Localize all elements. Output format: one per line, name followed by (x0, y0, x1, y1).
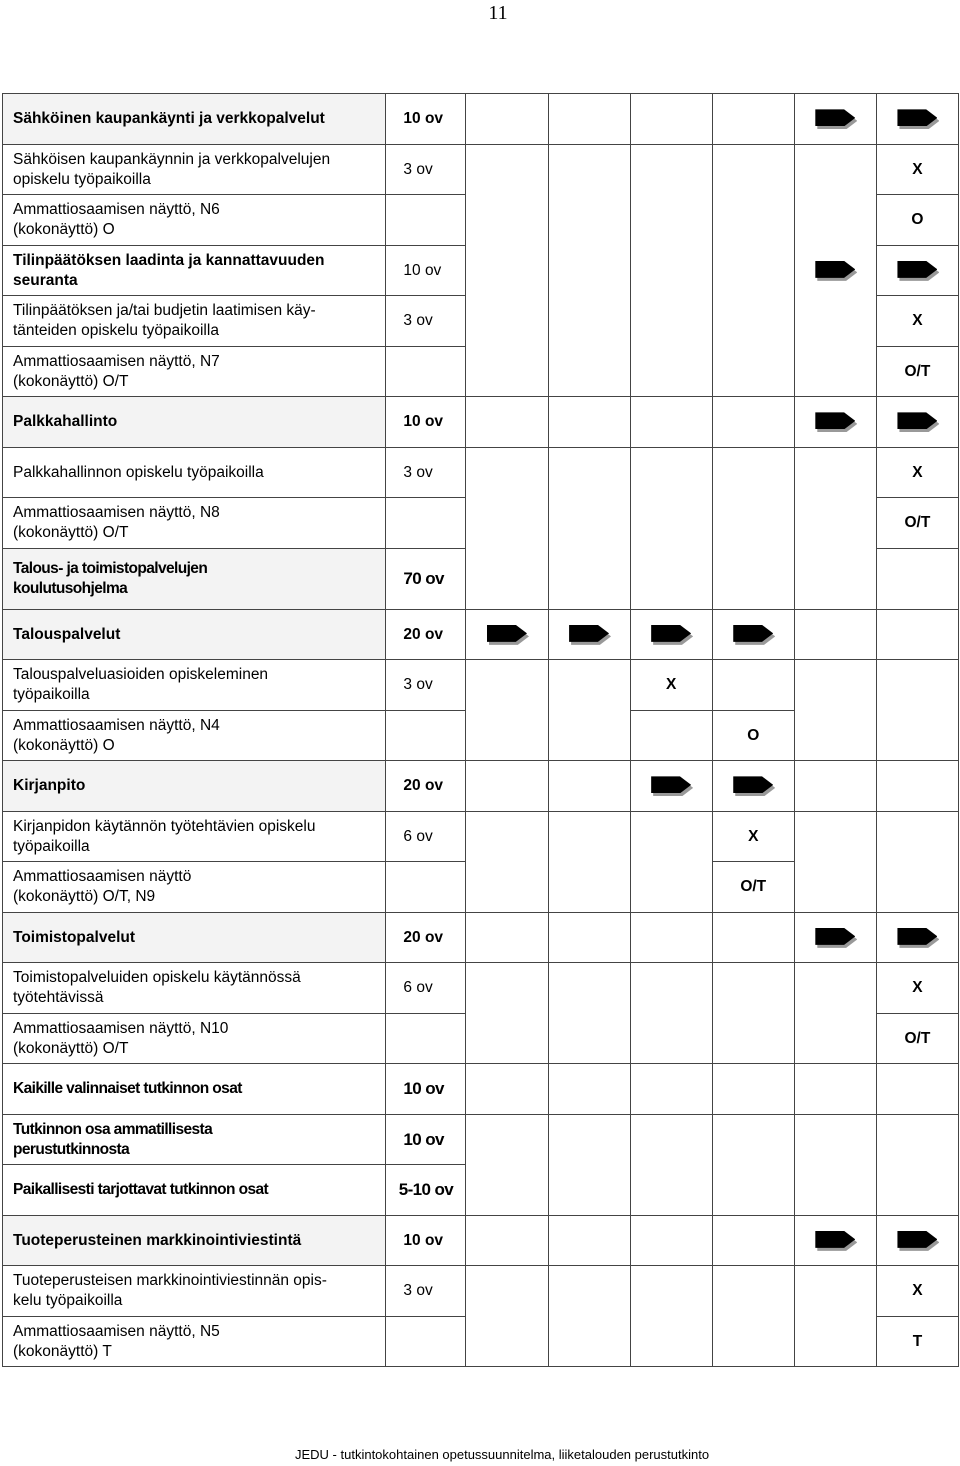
row-label: Palkkahallinnon opiskelu työpaikoilla (3, 448, 386, 498)
module-title: Palkkahallinto (3, 397, 386, 448)
module-title: Sähköinen kaupankäynti ja verkkopalvelut (3, 94, 386, 145)
row-label: Tuoteperusteisen markkinointiviestinnän opis- (13, 1272, 327, 1289)
row-label: perustutkinnosta (13, 1140, 130, 1158)
curriculum-table (2, 93, 959, 1367)
marker: O (876, 195, 958, 246)
row-label: (kokonäyttö) T (13, 1342, 112, 1360)
row-label: työtehtävissä (13, 989, 104, 1006)
credits: 20 ov (386, 761, 466, 812)
table-row (3, 94, 959, 145)
arrow-flag-icon (569, 625, 609, 644)
credits: 3 ov (386, 660, 466, 711)
table-row (3, 195, 959, 246)
arrow-flag-icon (651, 625, 691, 644)
marker: X (876, 1266, 958, 1317)
credits: 3 ov (386, 448, 466, 498)
table-row (3, 660, 959, 711)
arrow-flag-icon (733, 625, 773, 644)
row-label: (kokonäyttö) O/T (13, 1039, 129, 1057)
marker: O (712, 711, 794, 761)
arrow-flag-icon (897, 412, 937, 431)
module-title: Toimistopalvelut (3, 913, 386, 963)
row-label: Tilinpäätöksen laadinta ja kannattavuuden (13, 251, 325, 269)
row-label: (kokonäyttö) O (13, 736, 115, 754)
row-label: tänteiden opiskelu työpaikoilla (13, 322, 219, 339)
table-row (3, 145, 959, 195)
marker: O/T (876, 347, 958, 397)
row-label: opiskelu työpaikoilla (13, 170, 151, 188)
table-row (3, 862, 959, 913)
marker: X (630, 660, 712, 711)
row-label: Ammattiosaamisen näyttö, N7 (13, 352, 220, 370)
credits: 10 ov (386, 1216, 466, 1266)
row-label: (kokonäyttö) O (13, 221, 115, 238)
marker: X (876, 448, 958, 498)
credits: 20 ov (386, 913, 466, 963)
credits: 10 ov (386, 94, 466, 145)
credits: 10 ov (386, 1064, 466, 1115)
table-row (3, 1165, 959, 1216)
marker: X (876, 296, 958, 347)
module-title: Tuoteperusteinen markkinointiviestintä (3, 1216, 386, 1266)
table-row (3, 1014, 959, 1064)
marker: O/T (712, 862, 794, 913)
row-label: (kokonäyttö) O/T (13, 372, 129, 390)
row-label: työpaikoilla (13, 686, 90, 703)
table-row (3, 1115, 959, 1165)
table-row (3, 1317, 959, 1367)
credits: 3 ov (386, 1266, 466, 1317)
arrow-flag-icon (815, 1231, 855, 1250)
table-row (3, 397, 959, 448)
table-row (3, 913, 959, 963)
table-row (3, 1216, 959, 1266)
row-label: Ammattiosaamisen näyttö, N6 (13, 201, 220, 218)
table-row (3, 549, 959, 610)
row-label: Ammattiosaamisen näyttö, N10 (13, 1019, 229, 1037)
marker: X (876, 963, 958, 1014)
credits: 20 ov (386, 610, 466, 660)
table-row (3, 498, 959, 549)
credits: 10 ov (386, 397, 466, 448)
arrow-flag-icon (815, 109, 855, 128)
table-row (3, 448, 959, 498)
marker: O/T (876, 498, 958, 549)
row-label: seuranta (13, 271, 78, 289)
table-row (3, 761, 959, 812)
marker: T (876, 1317, 958, 1367)
arrow-flag-icon (897, 109, 937, 128)
row-label: Ammattiosaamisen näyttö, N5 (13, 1322, 220, 1340)
arrow-flag-icon (815, 928, 855, 947)
table-row (3, 963, 959, 1014)
arrow-flag-icon (733, 776, 773, 795)
module-title: Kirjanpito (3, 761, 386, 812)
table-row (3, 812, 959, 862)
arrow-flag-icon (897, 261, 937, 280)
row-label: Paikallisesti tarjottavat tutkinnon osat (3, 1165, 386, 1216)
row-label: Ammattiosaamisen näyttö (13, 868, 192, 885)
row-label: Ammattiosaamisen näyttö, N4 (13, 716, 220, 734)
marker: O/T (876, 1014, 958, 1064)
arrow-flag-icon (815, 261, 855, 280)
row-label: koulutusohjelma (13, 580, 128, 597)
row-label: työpaikoilla (13, 837, 90, 855)
credits: 10 ov (386, 1115, 466, 1165)
row-label: kelu työpaikoilla (13, 1292, 123, 1309)
row-label: Ammattiosaamisen näyttö, N8 (13, 504, 220, 521)
arrow-flag-icon (487, 625, 527, 644)
row-label: Tutkinnon osa ammatillisesta (13, 1120, 213, 1138)
arrow-flag-icon (897, 1231, 937, 1250)
credits: 3 ov (386, 296, 466, 347)
row-label: Talouspalveluasioiden opiskeleminen (13, 666, 269, 683)
table-row (3, 610, 959, 660)
credits: 70 ov (386, 549, 466, 610)
credits: 10 ov (386, 246, 466, 296)
credits: 3 ov (386, 145, 466, 195)
credits: 6 ov (386, 963, 466, 1014)
row-label: Sähköisen kaupankäynnin ja verkkopalvelujen (13, 150, 331, 168)
credits: 6 ov (386, 812, 466, 862)
credits: 5-10 ov (386, 1165, 466, 1216)
row-label: Kaikille valinnaiset tutkinnon osat (3, 1064, 386, 1115)
row-label: (kokonäyttö) O/T, N9 (13, 888, 156, 905)
page-number: 11 (488, 2, 508, 24)
table-row (3, 246, 959, 296)
arrow-flag-icon (815, 412, 855, 431)
table-row (3, 296, 959, 347)
row-label: Talous- ja toimistopalvelujen (13, 560, 208, 577)
row-label: (kokonäyttö) O/T (13, 524, 129, 541)
table-row (3, 347, 959, 397)
row-label: Toimistopalveluiden opiskelu käytännössä (13, 969, 301, 986)
arrow-flag-icon (897, 928, 937, 947)
row-label: Kirjanpidon käytännön työtehtävien opiskelu (13, 817, 316, 835)
page-footer: JEDU - tutkintokohtainen opetussuunnitelma, liiketalouden perustutkinto (295, 1447, 710, 1462)
table-row (3, 1064, 959, 1115)
marker: X (876, 145, 958, 195)
marker: X (712, 812, 794, 862)
table-row (3, 1266, 959, 1317)
table-row (3, 711, 959, 761)
module-title: Talouspalvelut (3, 610, 386, 660)
row-label: Tilinpäätöksen ja/tai budjetin laatimisen käy- (13, 302, 316, 319)
arrow-flag-icon (651, 776, 691, 795)
